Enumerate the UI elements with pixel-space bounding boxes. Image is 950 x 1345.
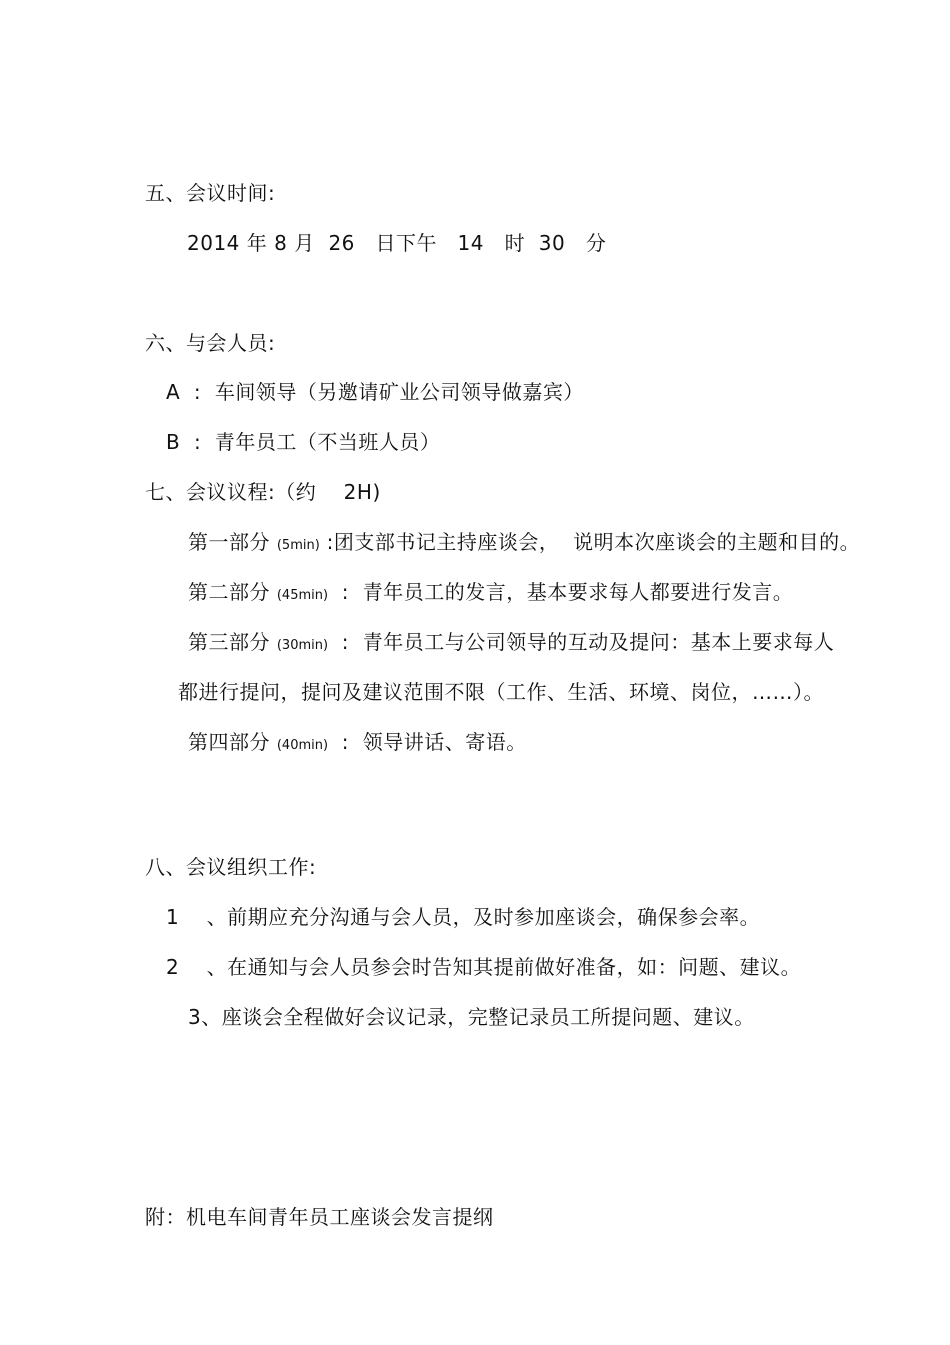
part-text: 领导讲话、寄语。 bbox=[362, 730, 527, 754]
attendee-letter: B bbox=[166, 430, 181, 454]
part-label: 第一部分 bbox=[188, 530, 277, 554]
date-hour: 14 bbox=[457, 231, 484, 255]
part-time: (45min) bbox=[276, 588, 329, 603]
date-year: 2014 bbox=[187, 231, 240, 255]
date-day: 26 bbox=[328, 231, 355, 255]
section7-heading: 七、会议议程:（约 2H) bbox=[145, 480, 381, 504]
part-time: (30min) bbox=[276, 638, 329, 653]
date-year-unit: 年 bbox=[239, 231, 275, 255]
agenda-part-1: 第一部分 (5min) :团支部书记主持座谈会， 说明本次座谈会的主题和目的。 bbox=[188, 530, 861, 554]
attendee-item-a: A : 车间领导（另邀请矿业公司领导做嘉宾） bbox=[166, 380, 584, 404]
attendee-letter: A bbox=[166, 380, 181, 404]
item-number: 2 bbox=[166, 955, 180, 979]
part-time: (40min) bbox=[276, 738, 329, 753]
meeting-date bbox=[187, 229, 606, 257]
section6-heading: 六、与会人员: bbox=[145, 331, 276, 355]
item-number: 3 bbox=[188, 1005, 202, 1029]
organization-item-2: 2 、在通知与会人员参会时告知其提前做好准备，如：问题、建议。 bbox=[166, 955, 802, 979]
date-day-unit: 日下午 bbox=[354, 231, 458, 255]
date-month: 8 bbox=[274, 231, 288, 255]
part-text: 青年员工的发言，基本要求每人都要进行发言。 bbox=[362, 580, 794, 604]
date-minute-unit: 分 bbox=[565, 231, 607, 255]
section8-heading: 八、会议组织工作: bbox=[145, 855, 317, 879]
item-text: 在通知与会人员参会时告知其提前做好准备，如：问题、建议。 bbox=[227, 955, 802, 979]
agenda-duration: （约 2H) bbox=[275, 480, 381, 504]
section5-heading: 五、会议时间: bbox=[145, 181, 276, 205]
date-hour-unit: 时 bbox=[484, 231, 539, 255]
agenda-part-3-continuation: 都进行提问，提问及建议范围不限（工作、生活、环境、岗位，……）。 bbox=[178, 680, 824, 704]
item-text: 座谈会全程做好会议记录，完整记录员工所提问题、建议。 bbox=[221, 1005, 755, 1029]
agenda-part-2: 第二部分 (45min) : 青年员工的发言，基本要求每人都要进行发言。 bbox=[188, 580, 794, 604]
item-number: 1 bbox=[166, 905, 180, 929]
part-text: 团支部书记主持座谈会， 说明本次座谈会的主题和目的。 bbox=[333, 530, 861, 554]
part-label: 第四部分 bbox=[188, 730, 277, 754]
appendix-line: 附：机电车间青年员工座谈会发言提纲 bbox=[145, 1205, 494, 1229]
attendee-text: 青年员工（不当班人员） bbox=[214, 430, 441, 454]
agenda-part-4: 第四部分 (40min) : 领导讲话、寄语。 bbox=[188, 730, 527, 754]
part-time: (5min) bbox=[276, 538, 320, 553]
part-label: 第二部分 bbox=[188, 580, 277, 604]
item-text: 前期应充分沟通与会人员，及时参加座谈会，确保参会率。 bbox=[227, 905, 761, 929]
part-text: 青年员工与公司领导的互动及提问：基本上要求每人 bbox=[362, 630, 835, 654]
date-minute: 30 bbox=[538, 231, 566, 255]
date-month-unit: 月 bbox=[287, 231, 329, 255]
agenda-part-3: 第三部分 (30min) : 青年员工与公司领导的互动及提问：基本上要求每人 bbox=[188, 630, 835, 654]
part-label: 第三部分 bbox=[188, 630, 277, 654]
organization-item-1: 1 、前期应充分沟通与会人员，及时参加座谈会，确保参会率。 bbox=[166, 905, 761, 929]
organization-item-3: 3、座谈会全程做好会议记录，完整记录员工所提问题、建议。 bbox=[188, 1005, 755, 1029]
attendee-text: 车间领导（另邀请矿业公司领导做嘉宾） bbox=[214, 380, 584, 404]
attendee-item-b: B : 青年员工（不当班人员） bbox=[166, 430, 441, 454]
